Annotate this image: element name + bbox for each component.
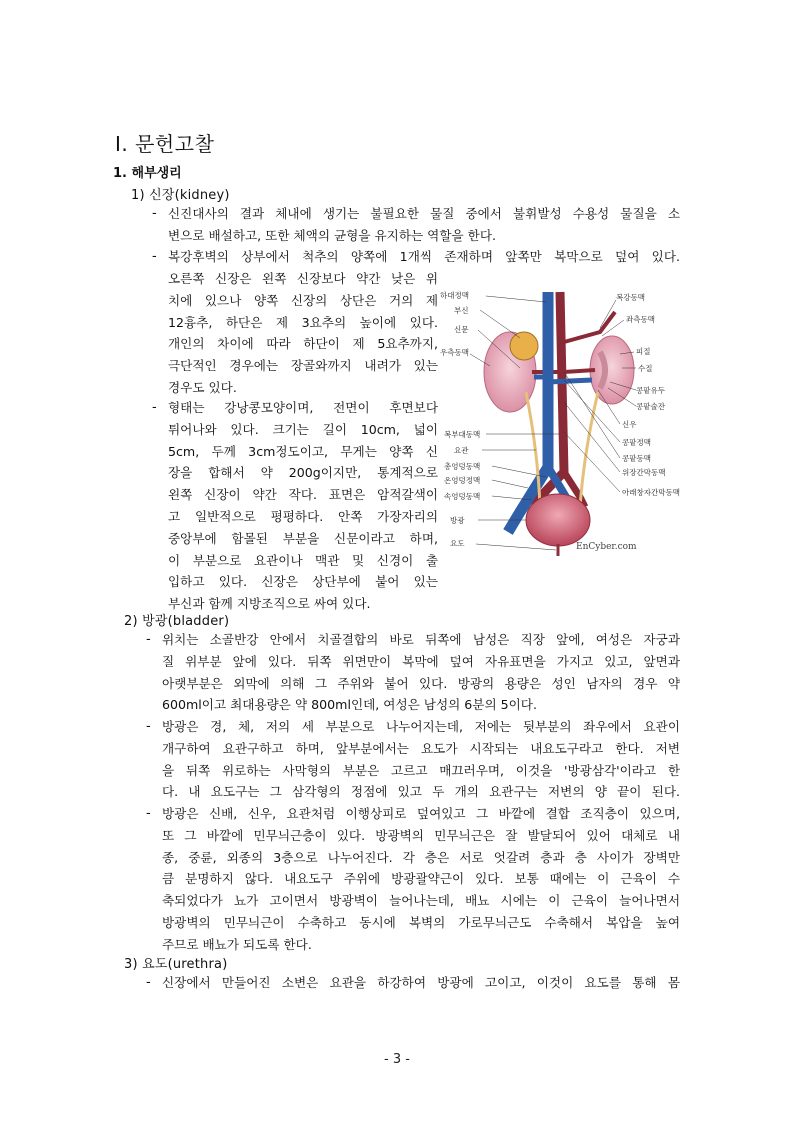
bladder-paragraph-2 bbox=[162, 716, 680, 803]
text-line: 을 뒤쪽 위로하는 사막형의 부분은 고르고 매끄러우며, 이것을 '방광삼각'이라고 한 bbox=[162, 762, 680, 778]
figure-label: 복강동맥 bbox=[616, 293, 645, 302]
text-line: 다. 내 요도구는 그 삼각형의 정점에 있고 두 개의 요관구는 저변의 양 끝이 된다. bbox=[162, 784, 680, 800]
text-line: 큼 분명하지 않다. 내요도구 주위에 방광괄약근이 있다. 보통 때에는 이 근육이 수 bbox=[162, 871, 680, 887]
text-line: 주므로 배뇨가 되도록 한다. bbox=[162, 936, 312, 952]
bullet-marker: - bbox=[152, 249, 157, 264]
text-line: 중앙부에 함몰된 부분을 신문이라고 하며, bbox=[168, 530, 438, 546]
section-heading: 1. 해부생리 bbox=[113, 166, 182, 181]
text-line: 아랫부분은 외막에 의해 그 주위와 붙어 있다. 방광의 용량은 성인 남자의 경우 약 bbox=[162, 675, 680, 691]
text-line: 왼쪽 신장이 약간 작다. 표면은 암적갈색이 bbox=[168, 487, 438, 503]
text-line: 고 일반적으로 평평하다. 안쪽 가장자리의 bbox=[168, 508, 438, 524]
bladder-paragraph-1 bbox=[162, 629, 680, 716]
text-line: 형태는 강낭콩모양이며, 전면이 후면보다 bbox=[168, 400, 438, 415]
figure-label: 신우 bbox=[622, 420, 637, 429]
figure-label: 수질 bbox=[638, 364, 653, 373]
text-line: 입하고 있다. 신장은 상단부에 붙어 있는 bbox=[168, 574, 438, 590]
kidney-paragraph-1 bbox=[168, 203, 680, 247]
figure-label: 부신 bbox=[454, 306, 469, 315]
text-line: 튀어나와 있다. 크기는 길이 10cm, 넓이 bbox=[168, 421, 438, 437]
kidney-title: 1) 신장(kidney) bbox=[131, 188, 230, 203]
bullet-marker: - bbox=[146, 719, 151, 734]
figure-label: 속엉덩동맥 bbox=[444, 492, 481, 501]
text-line: 복강후벽의 상부에서 척추의 양쪽에 1개씩 존재하며 앞쪽만 복막으로 덮여 있다. bbox=[168, 249, 680, 264]
bullet-marker: - bbox=[152, 400, 157, 415]
figure-label: 신문 bbox=[454, 325, 469, 334]
text-line: 600ml이고 최대용량은 약 800ml인데, 여성은 남성의 6분의 5이다. bbox=[162, 697, 537, 713]
figure-label: 온엉덩정맥 bbox=[444, 476, 481, 485]
text-line: 경우도 있다. bbox=[168, 379, 237, 395]
figure-label: 위장간막동맥 bbox=[622, 468, 666, 477]
bullet-marker: - bbox=[152, 206, 157, 221]
figure-label: 아래창자간막동맥 bbox=[622, 488, 680, 497]
text-line: 또 그 바깥에 민무늬근층이 있다. 방광벽의 민무늬근은 잘 발달되어 있어 대체로 내 bbox=[162, 827, 680, 843]
urethra-paragraph-1 bbox=[162, 972, 680, 994]
figure-label: 복부대동맥 bbox=[444, 430, 481, 439]
text-line: 극단적인 경우에는 장골와까지 내려가 있는 bbox=[168, 358, 438, 374]
urethra-title: 3) 요도(urethra) bbox=[124, 957, 228, 972]
anatomy-diagram bbox=[440, 282, 680, 562]
figure-label: 콩팥정맥 bbox=[622, 438, 651, 447]
text-line: 질 위부분 앞에 있다. 뒤쪽 위면만이 복막에 덮여 자유표면을 가지고 있고, 앞면과 bbox=[162, 653, 680, 669]
urinary-system-illustration bbox=[440, 282, 680, 562]
text-line: 종, 중륜, 외종의 3층으로 나누어진다. 각 층은 서로 엇갈려 층과 층 사이가 장벽만 bbox=[162, 849, 680, 865]
figure-label: 하대정맥 bbox=[440, 291, 469, 300]
figure-label: 방광 bbox=[450, 516, 465, 525]
figure-label: 총엉덩동맥 bbox=[444, 462, 481, 471]
figure-label: 피질 bbox=[636, 347, 651, 356]
bladder bbox=[526, 494, 590, 546]
figure-label: 우측동맥 bbox=[440, 348, 469, 357]
adrenal-gland bbox=[510, 332, 538, 360]
text-line: 오른쪽 신장은 왼쪽 신장보다 약간 낮은 위 bbox=[168, 271, 438, 286]
chapter-heading: Ⅰ. 문헌고찰 bbox=[115, 132, 215, 156]
kidney-paragraph-2 bbox=[168, 268, 438, 399]
bullet-marker: - bbox=[146, 632, 151, 647]
figure-label: 좌측동맥 bbox=[626, 315, 655, 324]
page-number: - 3 - bbox=[384, 1052, 410, 1067]
text-line: 부신과 함께 지방조직으로 싸여 있다. bbox=[168, 596, 371, 612]
text-line: 신진대사의 결과 체내에 생기는 불필요한 물질 중에서 불휘발성 수용성 물질을 소 bbox=[168, 206, 680, 221]
figure-label: 콩팥술잔 bbox=[636, 402, 665, 411]
kidney-paragraph-2-head bbox=[168, 246, 680, 268]
bladder-title: 2) 방광(bladder) bbox=[124, 614, 230, 629]
figure-watermark: EnCyber.com bbox=[576, 542, 637, 552]
text-line: 신장에서 만들어진 소변은 요관을 하강하여 방광에 고이고, 이것이 요도를 통해 몸 bbox=[162, 975, 680, 990]
text-line: 위치는 소골반강 안에서 치골결합의 바로 뒤쪽에 남성은 직장 앞에, 여성은 자궁과 bbox=[162, 632, 680, 647]
bullet-marker: - bbox=[146, 806, 151, 821]
text-line: 개인의 차이에 따라 하단이 제 5요추까지, bbox=[168, 336, 438, 352]
text-line: 치에 있으나 양쪽 신장의 상단은 거의 제 bbox=[168, 292, 438, 308]
figure-label: 콩팥동맥 bbox=[622, 454, 651, 463]
text-line: 변으로 배설하고, 또한 체액의 균형을 유지하는 역할을 한다. bbox=[168, 227, 497, 243]
text-line: 축되었다가 뇨가 고이면서 방광벽이 늘어나는데, 배뇨 시에는 이 근육이 늘어나면서 bbox=[162, 893, 680, 909]
kidney-paragraph-3 bbox=[168, 397, 438, 615]
text-line: 방광벽의 민무늬근이 수축하고 동시에 복벽의 가로무늬근도 수축해서 복압을 높여 bbox=[162, 914, 680, 930]
text-line: 방광은 경, 체, 저의 세 부분으로 나누어지는데, 저에는 뒷부분의 좌우에서 요관이 bbox=[162, 719, 680, 734]
bladder-paragraph-3 bbox=[162, 803, 680, 956]
text-line: 12흉추, 하단은 제 3요추의 높이에 있다. bbox=[168, 314, 438, 330]
text-line: 개구하여 요관구하고 하며, 앞부분에서는 요도가 시작되는 내요도구라고 한다. 저변 bbox=[162, 740, 680, 756]
text-line: 방광은 신배, 신우, 요관처럼 이행상피로 덮여있고 그 바깥에 결합 조직층이 있으며, bbox=[162, 806, 680, 821]
text-line: 장을 합해서 약 200g이지만, 통계적으로 bbox=[168, 465, 438, 481]
bullet-marker: - bbox=[146, 975, 151, 990]
text-line: 이 부분으로 요관이나 맥관 및 신경이 출 bbox=[168, 552, 438, 568]
figure-label: 요관 bbox=[454, 446, 469, 455]
figure-label: 콩팥유두 bbox=[636, 386, 665, 395]
figure-label: 요도 bbox=[450, 539, 465, 548]
text-line: 5cm, 두께 3cm정도이고, 무게는 양쪽 신 bbox=[168, 443, 438, 459]
